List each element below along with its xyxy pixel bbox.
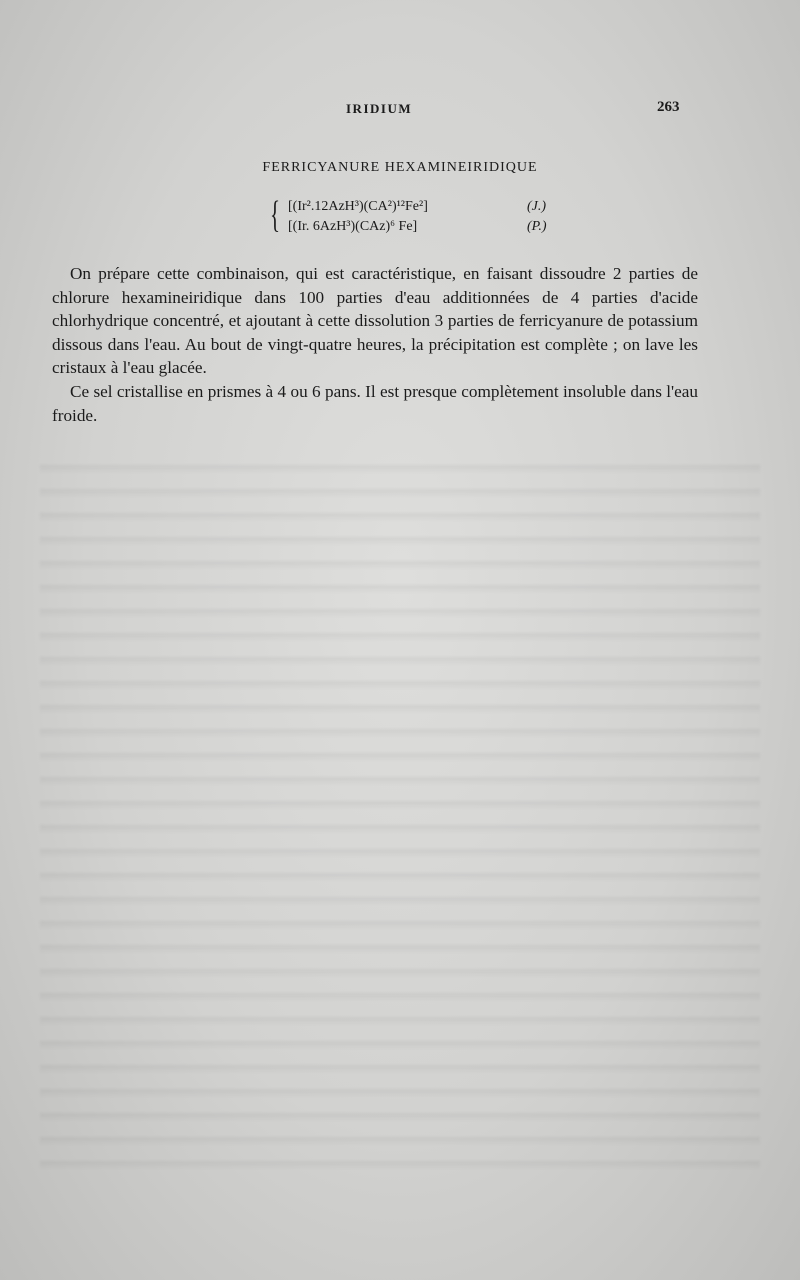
paragraph-preparation: On prépare cette combinaison, qui est caractéristique, en faisant dissoudre 2 parties de chlorure hexamineiridique dans 100 parties d'eau additionnées de 4 parties d'acide chlorhydrique concentré, et ajoutant à cette dissolution 3 parties de ferricyanure de potassium dissous dans l'eau. Au bout de vingt-quatre heures, la précipitation est complète ; on lave les cristaux à l'eau glacée.	[52, 264, 698, 378]
section-title: FERRICYANURE HEXAMINEIRIDIQUE	[262, 160, 538, 175]
show-through-texture	[40, 450, 760, 1170]
running-head	[0, 101, 800, 121]
body-text	[52, 262, 698, 427]
formula-ref-j: (J.)	[527, 199, 547, 214]
page-number: 263	[657, 99, 680, 115]
brace-glyph: {	[270, 194, 281, 236]
formula-atomic-notation: [(Ir. 6AzH³)(CAz)⁶ Fe]	[288, 219, 418, 234]
formula-equivalent-notation: [(Ir².12AzH³)(CA²)¹²Fe²]	[288, 199, 428, 214]
running-title: IRIDIUM	[346, 101, 413, 116]
paragraph-crystallization: Ce sel cristallise en prismes à 4 ou 6 pans. Il est presque complètement insoluble dans l'eau froide.	[52, 381, 698, 425]
formula-ref-p: (P.)	[527, 219, 547, 234]
formula-block	[270, 194, 590, 241]
